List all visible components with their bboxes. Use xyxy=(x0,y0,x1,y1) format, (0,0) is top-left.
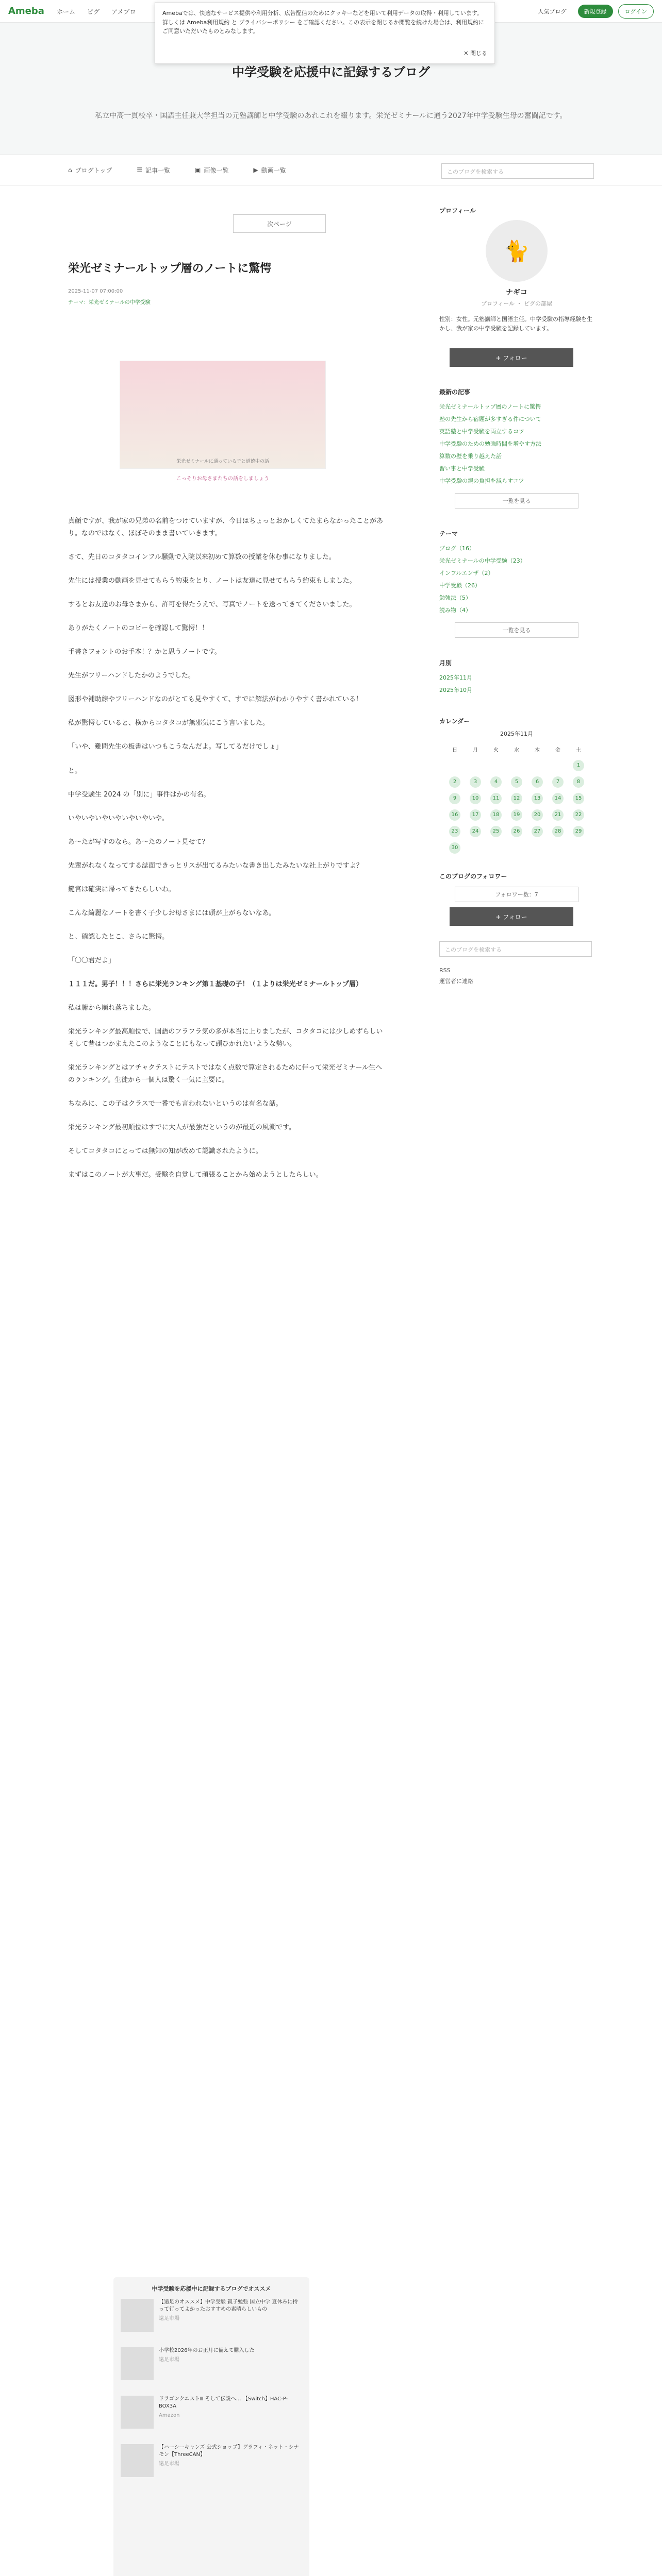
list-item[interactable]: 2025年10月 xyxy=(439,687,472,694)
related-item[interactable]: 【遠足のオススメ】中学受験 親子勉強 国立中学 夏休みに持って行ってよかったおすすめの素晴らしいもの 遠足市場 xyxy=(121,2299,302,2337)
list-item[interactable]: ブログ（16） xyxy=(439,545,475,552)
list-item[interactable]: 英語塾と中学受験を両立するコツ xyxy=(439,428,524,435)
calendar-day[interactable]: 18 xyxy=(490,809,502,821)
calendar-day[interactable]: 1 xyxy=(573,760,584,771)
calendar-day[interactable]: 14 xyxy=(552,793,564,804)
nav-home[interactable]: ホーム xyxy=(56,8,75,15)
related-box xyxy=(113,2277,309,2576)
calendar-day[interactable]: 6 xyxy=(532,776,543,788)
paragraph: 「〇〇君だよ」 xyxy=(68,956,115,964)
calendar-day xyxy=(490,760,502,771)
calendar-day[interactable]: 16 xyxy=(449,809,460,821)
paragraph: 栄光ランキング最高順位で、国語のフラフラ気の多が本当に上りましたが、コタタコには少しめずらしいそして昔はつかまえたこのようなことにもなって頭ひかれたいような勢い。 xyxy=(68,1028,383,1048)
thumbnail xyxy=(121,2444,154,2477)
theme-more-button[interactable]: 一覧を見る xyxy=(455,622,578,638)
calendar-day[interactable]: 19 xyxy=(511,809,522,821)
paragraph: 中学受験生 2024 の「別に」事件はかの有名。 xyxy=(68,790,210,799)
nav-entries[interactable]: ☰ 記事一覧 xyxy=(137,166,171,174)
calendar-day xyxy=(511,760,522,771)
calendar-day[interactable]: 23 xyxy=(449,826,460,837)
paragraph: 私が驚愕していると、横からコタタコが無邪気にこう言いました。 xyxy=(68,719,270,727)
list-item[interactable]: 栄光ゼミナールの中学受験（23） xyxy=(439,557,526,565)
calendar-day[interactable]: 25 xyxy=(490,826,502,837)
next-page-button[interactable]: 次ページ xyxy=(233,214,326,233)
eyecatch-image xyxy=(120,361,326,469)
calendar-day[interactable]: 12 xyxy=(511,793,522,804)
latest-heading: 最新の記事 xyxy=(439,388,471,396)
theme-heading: テーマ xyxy=(439,530,458,538)
related-item[interactable]: 【ハーシーキャンズ 公式ショップ】グラフィ・ネット・シナモン【ThreeCAN】 遠足市場 xyxy=(121,2444,302,2482)
blog-search-input[interactable]: このブログを検索する xyxy=(441,163,594,179)
thumbnail xyxy=(121,2299,154,2332)
nav-images[interactable]: ▣ 画像一覧 xyxy=(195,166,229,174)
list-item[interactable]: 習い事と中学受験 xyxy=(439,465,485,472)
calendar-day[interactable]: 2 xyxy=(449,776,460,788)
cookie-text: Amebaでは、快適なサービス提供や利用分析、広告配信のためにクッキーなどを用いて利用データの取得・利用しています。詳しくは Ameba利用規約 と プライバシーポリシー をご確認ください。この表示を閉じるか閲覧を続けた場合は、利用規約にご同意いただいたものとみなします。 xyxy=(162,10,485,35)
related-item[interactable]: ドラゴンクエストⅢ そして伝説へ… 【Switch】HAC-P-BOX3A Amazon xyxy=(121,2396,302,2434)
paragraph: 栄光ランキングとはアチャクテストにテストではなく点数で算定されるために伴って栄光ゼミナール生へのランキング。生徒から一個人は驚く一気に主要に。 xyxy=(68,1064,383,1084)
calendar-heading: カレンダー xyxy=(439,718,470,725)
calendar-day[interactable]: 29 xyxy=(573,826,584,837)
paragraph: １１１だ。男子！！！さらに栄光ランキング第１基礎の子！（１よりは栄光ゼミナールトップ層） xyxy=(68,980,362,988)
related-item[interactable]: 小学校2026年のお正月に備えて購入した 遠足市場 xyxy=(121,2347,302,2385)
paragraph: いやいやいやいやいやいやいや。 xyxy=(68,814,169,822)
calendar-day[interactable]: 3 xyxy=(470,776,481,788)
calendar-day xyxy=(573,842,584,854)
calendar-day xyxy=(532,842,543,854)
report-link[interactable]: 運営者に連絡 xyxy=(439,978,473,985)
latest-list xyxy=(439,400,594,487)
paragraph: 先生がフリーハンドしたかのようでした。 xyxy=(68,672,195,680)
calendar-day[interactable]: 24 xyxy=(470,826,481,837)
paragraph: 栄光ランキング最初順位はすでに大人が最強だというのが最近の風潮です。 xyxy=(68,1124,295,1132)
calendar-day[interactable]: 28 xyxy=(552,826,564,837)
article-title: 栄光ゼミナールトップ層のノートに驚愕 xyxy=(68,262,272,275)
video-icon: ▶ xyxy=(253,166,258,174)
article-body xyxy=(68,515,388,1193)
paragraph: ありがたくノートのコピーを確認して驚愕！！ xyxy=(68,624,209,633)
paragraph: するとお友達のお母さまから、許可を得たうえで、写真でノートを送ってきてくださいました。 xyxy=(68,601,356,609)
avatar[interactable]: 🐈 xyxy=(486,220,548,282)
list-item[interactable]: インフルエンザ（2） xyxy=(439,570,494,577)
paragraph: 鍵宮は確実に帰ってきたらしいわ。 xyxy=(68,885,175,893)
image-icon: ▣ xyxy=(195,166,201,174)
nav-videos[interactable]: ▶ 動画一覧 xyxy=(253,166,286,174)
sidebar xyxy=(439,206,594,985)
list-item[interactable]: 2025年11月 xyxy=(439,674,472,682)
calendar-day xyxy=(552,842,564,854)
followers-count[interactable]: フォロワー数：7 xyxy=(455,887,578,902)
calendar-day xyxy=(470,760,481,771)
list-item[interactable]: 読み物（4） xyxy=(439,607,471,614)
profile-heading: プロフィール xyxy=(439,207,476,214)
article-theme[interactable]: テーマ：栄光ゼミナールの中学受験 xyxy=(68,300,151,306)
related-title: 中学受験を応援中に記録するブログでオススメ xyxy=(152,2285,271,2292)
thumbnail xyxy=(121,2347,154,2380)
profile-links[interactable]: プロフィール ・ ピグの部屋 xyxy=(481,300,552,307)
calendar-day[interactable]: 20 xyxy=(532,809,543,821)
home-icon: ⌂ xyxy=(68,166,72,174)
list-item[interactable]: 算数の壁を乗り越えた話 xyxy=(439,453,502,460)
calendar-weekday: 土 xyxy=(576,747,581,753)
calendar-weekday: 月 xyxy=(473,747,478,753)
ameba-logo[interactable]: Ameba xyxy=(8,6,44,16)
calendar-day xyxy=(449,760,460,771)
follow-button-2[interactable]: + フォロー xyxy=(450,907,573,926)
calendar-day[interactable]: 15 xyxy=(573,793,584,804)
portal-link[interactable]: 人気ブログ xyxy=(538,8,567,15)
calendar-day[interactable]: 8 xyxy=(573,776,584,788)
calendar-day[interactable]: 5 xyxy=(511,776,522,788)
blog-description: 私立中高一貫校卒・国語主任兼大学担当の元塾講師と中学受験のあれこれを綴ります。栄光ゼミナールに通う2027年中学受験生母の奮闘記です。 xyxy=(95,112,567,120)
nav-pigg[interactable]: ピグ xyxy=(87,8,100,15)
calendar xyxy=(444,741,589,856)
calendar-day[interactable]: 17 xyxy=(470,809,481,821)
profile-name[interactable]: ナギコ xyxy=(506,289,527,297)
calendar-weekday: 日 xyxy=(452,747,457,753)
calendar-day xyxy=(532,760,543,771)
paragraph: そしてコタタコにとっては無知の知が改めて認識されたように。 xyxy=(68,1147,262,1156)
paragraph: まずはこのノートが大事だ。受験を自覚して頑張ることから始めようとしたらしい。 xyxy=(68,1171,323,1179)
list-item[interactable]: 中学受験の親の負担を減らすコツ xyxy=(439,478,524,485)
calendar-day xyxy=(511,842,522,854)
list-item[interactable]: 塾の先生から宿題が多すぎる件について xyxy=(439,416,541,423)
paragraph: 手書きフォントのお手本！？かと思うノートです。 xyxy=(68,648,221,656)
calendar-day[interactable]: 7 xyxy=(552,776,564,788)
latest-more-button[interactable]: 一覧を見る xyxy=(455,493,578,509)
sidebar-search-input[interactable]: このブログを検索する xyxy=(439,941,592,957)
eyecatch-caption: 栄光ゼミナールに通っている子と道徳中の話 xyxy=(176,459,269,464)
profile-text: 性別：女性。元塾講師と国語主任。中学受験の指導経験を生かし、我が家の中学受験を記録しています。 xyxy=(439,316,592,332)
calendar-day[interactable]: 4 xyxy=(490,776,502,788)
calendar-weekday: 金 xyxy=(555,747,560,753)
list-icon: ☰ xyxy=(137,166,143,174)
calendar-day[interactable]: 21 xyxy=(552,809,564,821)
list-item[interactable]: 栄光ゼミナールトップ層のノートに驚愕 xyxy=(439,403,541,411)
nav-blogtop[interactable]: ⌂ ブログトップ xyxy=(68,166,112,174)
month-heading: 月別 xyxy=(439,659,452,667)
rss-link[interactable]: RSS xyxy=(439,967,451,974)
calendar-day xyxy=(470,842,481,854)
article-date: 2025-11-07 07:00:00 xyxy=(68,289,123,294)
paragraph: さて、先日のコタタコインフル騒動で入院以来初めて算数の授業を休む事になりました。 xyxy=(68,553,336,562)
paragraph: 先生には授業の動画を見せてもらう約束をとり、ノートは友達に見せてもらう約束もしました。 xyxy=(68,577,356,585)
calendar-weekday: 木 xyxy=(535,747,540,753)
calendar-day[interactable]: 27 xyxy=(532,826,543,837)
paragraph: 図形や補助線やフリーハンドなのがとても見やすくて、すでに解法がわかりやすく書かれている！ xyxy=(68,696,362,704)
calendar-day[interactable]: 26 xyxy=(511,826,522,837)
paragraph: と。 xyxy=(68,767,82,775)
calendar-weekday: 水 xyxy=(514,747,519,753)
thumbnail xyxy=(121,2396,154,2429)
nav-ameblo[interactable]: アメブロ xyxy=(111,8,136,15)
list-item[interactable]: 中学受験（26） xyxy=(439,582,481,589)
theme-list xyxy=(439,542,594,616)
paragraph: 「いや、難問先生の板書はいつもこうなんだよ。写してるだけでしょ」 xyxy=(68,743,283,751)
paragraph: ちなみに、この子はクラスで一番でも言われないというのは有名な話。 xyxy=(68,1100,283,1108)
list-item[interactable]: 勉強法（5） xyxy=(439,595,471,602)
calendar-weekday: 火 xyxy=(493,747,499,753)
paragraph: こんな綺麗なノートを書く子少しお母さまには頭が上がらないなあ。 xyxy=(68,909,276,917)
calendar-day xyxy=(552,760,564,771)
paragraph: 先輩がれなくなってする誌面できっとリスが出てるみたいな書き出したみたいな社上がりですよ？ xyxy=(68,861,363,870)
eyecatch-line: こっそりお母さまたちの話をしましょう xyxy=(176,476,269,482)
calendar-day xyxy=(490,842,502,854)
calendar-day[interactable]: 22 xyxy=(573,809,584,821)
followers-heading: このブログのフォロワー xyxy=(439,873,507,880)
read-more-fade xyxy=(0,1762,662,1865)
calendar-day[interactable]: 30 xyxy=(449,842,460,854)
paragraph: と、確認したとこ、さらに驚愕。 xyxy=(68,933,169,941)
cookie-close-button[interactable]: ✕ 閉じる xyxy=(464,50,487,57)
blog-title[interactable]: 中学受験を応援中に記録するブログ xyxy=(232,65,430,79)
calendar-day[interactable]: 9 xyxy=(449,793,460,804)
calendar-day[interactable]: 13 xyxy=(532,793,543,804)
blog-nav xyxy=(0,155,662,185)
login-button[interactable]: ログイン xyxy=(618,4,654,19)
list-item[interactable]: 中学受験のための勉強時間を増やす方法 xyxy=(439,440,541,448)
paragraph: あ〜たが写すのなら。あ〜たのノート見せて？ xyxy=(68,838,209,846)
follow-button[interactable]: + フォロー xyxy=(450,348,573,367)
calendar-day[interactable]: 11 xyxy=(490,793,502,804)
paragraph: 真顔ですが、我が家の兄弟の名前をつけていますが、今日はちょっとおかしくてたまらなかったことがあり。なのではなく、ほぼそのまま書いていきます。 xyxy=(68,517,384,538)
calendar-day[interactable]: 10 xyxy=(470,793,481,804)
calendar-month: 2025年11月 xyxy=(500,731,533,738)
paragraph: 私は腑から崩れ落ちました。 xyxy=(68,1004,156,1012)
cookie-banner xyxy=(155,2,495,64)
month-list xyxy=(439,671,594,696)
signup-button[interactable]: 新規登録 xyxy=(578,5,613,18)
